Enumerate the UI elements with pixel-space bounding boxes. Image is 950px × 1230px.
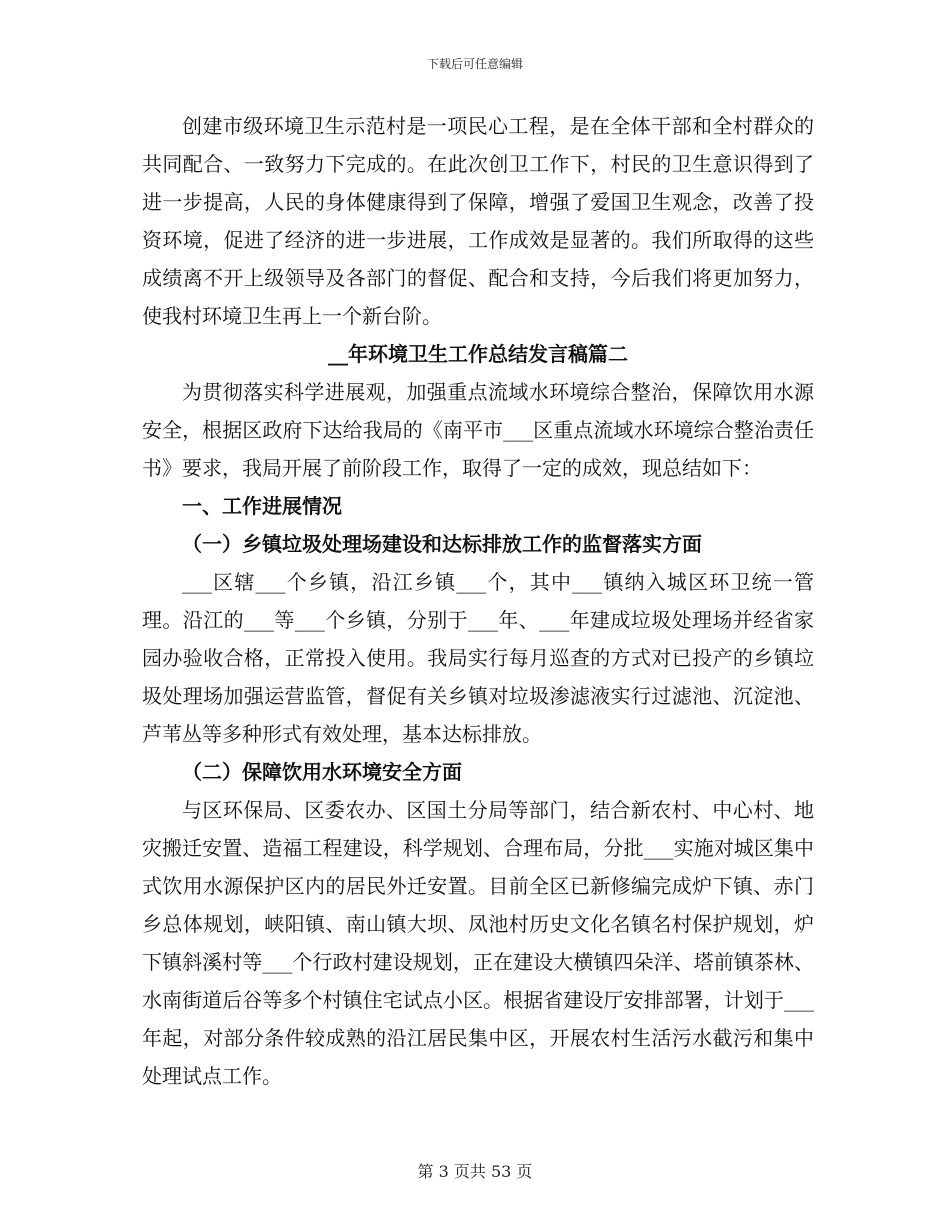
page-header: 下载后可任意编辑 xyxy=(426,57,523,71)
paragraph-4: 与区环保局、区委农办、区国土分局等部门，结合新农村、中心村、地灾搬迁安置、造福工程建设，科学规划、合理布局，分批___实施对城区集中式饮用水源保护区内的居民外迁安置。目前全区已新修编完成炉下镇、赤门乡总体规划，峡阳镇、南山镇大坝、凤池村历史文化名镇名村保护规划，炉下镇斜溪村等___个行政村建设规划，正在建设大横镇四朵洋、塔前镇茶林、水南街道后谷等多个村镇住宅试点小区。根据省建设厅安排部署，计划于___年起，对部分条件较成熟的沿江居民集中区，开展农村生活污水截污和集中处理试点工作。 xyxy=(142,798,814,1088)
paragraph-2: 为贯彻落实科学进展观，加强重点流域水环境综合整治，保障饮用水源安全，根据区政府下达给我局的《南平市___区重点流域水环境综合整治责任书》要求，我局开展了前阶段工作，取得了一定的成效，现总结如下： xyxy=(142,380,814,480)
heading-garbage-disposal: （一）乡镇垃圾处理场建设和达标排放工作的监督落实方面 xyxy=(182,532,702,556)
paragraph-3: ___区辖___个乡镇，沿江乡镇___个，其中___镇纳入城区环卫统一管理。沿江的___等___个乡镇，分别于___年、___年建成垃圾处理场并经省家园办验收合格，正常投入使用。我局实行每月巡查的方式对已投产的乡镇垃圾处理场加强运营监管，督促有关乡镇对垃圾渗滤液实行过滤池、沉淀池、芦苇丛等多种形式有效处理，基本达标排放。 xyxy=(142,570,814,746)
heading-work-progress: 一、工作进展情况 xyxy=(182,494,342,518)
page-footer: 第 3 页共 53 页 xyxy=(417,1162,533,1181)
heading-drinking-water: （二）保障饮用水环境安全方面 xyxy=(182,760,462,784)
paragraph-1: 创建市级环境卫生示范村是一项民心工程，是在全体干部和全村群众的共同配合、一致努力下完成的。在此次创卫工作下，村民的卫生意识得到了进一步提高，人民的身体健康得到了保障，增强了爱国卫生观念，改善了投资环境，促进了经济的进一步进展，工作成效是显著的。我们所取得的这些成绩离不开上级领导及各部门的督促、配合和支持，今后我们将更加努力，使我村环境卫生再上一个新台阶。 xyxy=(142,114,814,328)
section-title: __年环境卫生工作总结发言稿篇二 xyxy=(328,342,628,366)
document-body xyxy=(142,107,814,1095)
